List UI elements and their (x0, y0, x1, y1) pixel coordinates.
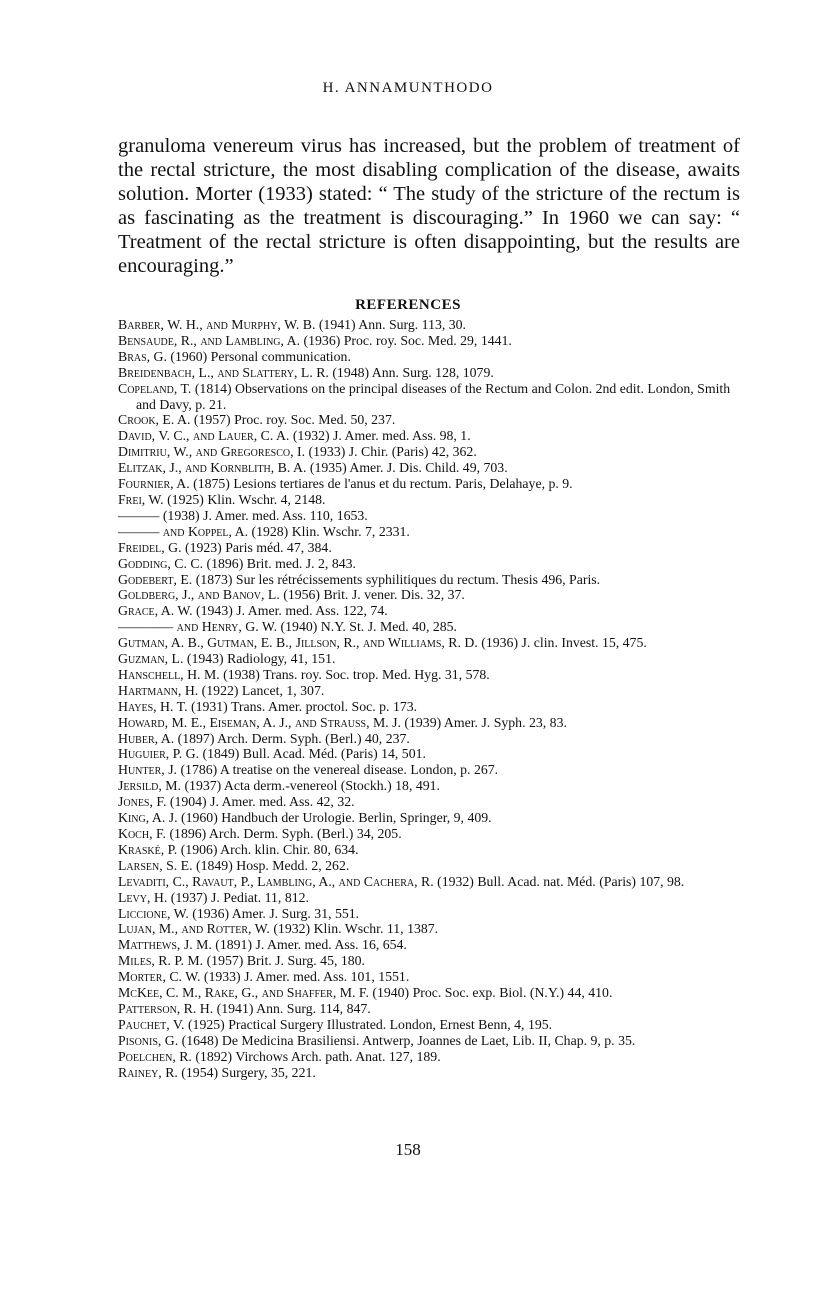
reference-author: Koch, F. (118, 826, 166, 841)
reference-details: (1943) J. Amer. med. Ass. 122, 74. (192, 603, 388, 619)
reference-item (118, 492, 740, 508)
reference-item (118, 428, 740, 444)
reference-author: Crook, E. A. (118, 412, 191, 428)
reference-item (118, 794, 740, 810)
reference-details: (1892) Virchows Arch. path. Anat. 127, 189. (191, 1048, 441, 1064)
reference-author: Pauchet, V. (118, 1016, 185, 1032)
reference-details: (1814) Observations on the principal diseases of the Rectum and Colon. 2nd edit. London, Smith and Davy, p. 21. (136, 380, 731, 412)
reference-details: (1931) Trans. Amer. proctol. Soc. p. 173. (187, 698, 418, 714)
reference-item (118, 699, 740, 715)
reference-details: (1937) Acta derm.-venereol (Stockh.) 18, 491. (181, 778, 441, 794)
reference-item (118, 365, 740, 381)
reference-item (118, 524, 740, 540)
reference-details: (1933) J. Chir. (Paris) 42, 362. (305, 444, 477, 460)
reference-details: (1904) J. Amer. med. Ass. 42, 32. (166, 794, 355, 810)
reference-details: (1937) J. Pediat. 11, 812. (167, 889, 309, 905)
references-list (118, 317, 740, 1081)
references-heading: REFERENCES (355, 297, 461, 313)
reference-author: Hunter, J. (118, 762, 178, 778)
reference-author: Dimitriu, W., and Gregoresco, I. (118, 444, 306, 460)
reference-author: Jersild, M. (118, 778, 181, 794)
reference-item (118, 476, 740, 492)
reference-details: (1960) Personal communication. (166, 348, 351, 364)
reference-author: Huber, A. (118, 730, 175, 746)
reference-item (118, 349, 740, 365)
reference-item (118, 572, 740, 588)
reference-details: (1954) Surgery, 35, 221. (177, 1064, 316, 1080)
reference-author: Liccione, W. (118, 905, 189, 921)
reference-item (118, 969, 740, 985)
reference-item (118, 1001, 740, 1017)
reference-details: (1932) J. Amer. med. Ass. 98, 1. (289, 428, 471, 444)
reference-item (118, 333, 740, 349)
running-header: H. ANNAMUNTHODO (322, 80, 494, 96)
reference-item (118, 746, 740, 762)
reference-item (118, 985, 740, 1001)
reference-details: (1938) J. Amer. med. Ass. 110, 1653. (159, 507, 368, 523)
reference-author: Matthews, J. M. (118, 937, 212, 953)
reference-author: Bensaude, R., and Lambling, A. (118, 332, 301, 348)
reference-item (118, 1033, 740, 1049)
reference-author: Howard, M. E., Eiseman, A. J., and Strauss, M. J. (118, 714, 401, 730)
reference-author: Lujan, M., and Rotter, W. (118, 921, 270, 937)
reference-author: Godding, C. C. (118, 555, 204, 571)
reference-details: (1896) Brit. med. J. 2, 843. (203, 555, 356, 571)
reference-details: (1957) Proc. roy. Soc. Med. 50, 237. (190, 412, 396, 428)
reference-details: (1941) Ann. Surg. 113, 30. (315, 317, 467, 332)
reference-author: ———— and Henry, G. W. (118, 619, 278, 635)
reference-details: (1849) Bull. Acad. Méd. (Paris) 14, 501. (199, 746, 426, 762)
reference-item (118, 540, 740, 556)
reference-details: (1896) Arch. Derm. Syph. (Berl.) 34, 205. (166, 826, 402, 841)
reference-details: (1925) Practical Surgery Illustrated. London, Ernest Benn, 4, 195. (184, 1016, 553, 1032)
reference-details: (1932) Klin. Wschr. 11, 1387. (269, 921, 439, 937)
reference-details: (1960) Handbuch der Urologie. Berlin, Springer, 9, 409. (177, 810, 492, 826)
reference-details: (1936) Proc. roy. Soc. Med. 29, 1441. (300, 332, 512, 348)
reference-author: Rainey, R. (118, 1064, 178, 1080)
reference-item (118, 556, 740, 572)
reference-item (118, 412, 740, 428)
reference-details: (1940) N.Y. St. J. Med. 40, 285. (277, 619, 457, 635)
reference-details: (1906) Arch. klin. Chir. 80, 634. (177, 841, 359, 857)
reference-item (118, 858, 740, 874)
reference-author: Hayes, H. T. (118, 698, 188, 714)
reference-author: Kraské, P. (118, 841, 178, 857)
reference-item (118, 1049, 740, 1065)
reference-details: (1941) Ann. Surg. 114, 847. (213, 1000, 371, 1016)
reference-details: (1933) J. Amer. med. Ass. 101, 1551. (200, 969, 410, 985)
reference-details: (1648) De Medicina Brasiliensi. Antwerp, Joannes de Laet, Lib. II, Chap. 9, p. 35. (178, 1032, 636, 1048)
reference-author: Gutman, A. B., Gutman, E. B., Jillson, R., and Williams, R. D. (118, 635, 478, 651)
reference-item (118, 587, 740, 603)
reference-details: (1943) Radiology, 41, 151. (183, 651, 336, 667)
reference-item (118, 603, 740, 619)
reference-item (118, 460, 740, 476)
page-number: 158 (395, 1140, 421, 1159)
reference-author: Morter, C. W. (118, 969, 201, 985)
reference-author: Larsen, S. E. (118, 857, 193, 873)
reference-author: King, A. J. (118, 810, 178, 826)
reference-details: (1956) Brit. J. vener. Dis. 32, 37. (279, 587, 465, 603)
reference-author: Huguier, P. G. (118, 746, 200, 762)
reference-item (118, 508, 740, 524)
reference-details: (1935) Amer. J. Dis. Child. 49, 703. (306, 460, 508, 476)
reference-author: Levaditi, C., Ravaut, P., Lambling, A., and Cachera, R. (118, 873, 434, 889)
reference-details: (1948) Ann. Surg. 128, 1079. (328, 364, 494, 380)
reference-item (118, 826, 740, 842)
reference-item (118, 667, 740, 683)
reference-item (118, 683, 740, 699)
reference-author: Grace, A. W. (118, 603, 193, 619)
reference-author: Guzman, L. (118, 651, 184, 667)
reference-author: Goldberg, J., and Banov, L. (118, 587, 280, 603)
reference-item (118, 731, 740, 747)
reference-item (118, 444, 740, 460)
reference-author: Levy, H. (118, 889, 168, 905)
reference-author: Hanschell, H. M. (118, 666, 220, 682)
reference-item (118, 906, 740, 922)
reference-details: (1932) Bull. Acad. nat. Méd. (Paris) 107, 98. (433, 873, 685, 889)
reference-details: (1786) A treatise on the venereal disease. London, p. 267. (177, 762, 499, 778)
reference-details: (1849) Hosp. Medd. 2, 262. (192, 857, 350, 873)
reference-author: McKee, C. M., Rake, G., and Shaffer, M. F. (118, 985, 369, 1001)
reference-author: Breidenbach, L., and Slattery, L. R. (118, 364, 329, 380)
reference-item (118, 842, 740, 858)
reference-author: Pisonis, G. (118, 1032, 179, 1048)
reference-author: Barber, W. H., and Murphy, W. B. (118, 317, 316, 332)
reference-details: (1938) Trans. roy. Soc. trop. Med. Hyg. 31, 578. (219, 666, 490, 682)
reference-author: Copeland, T. (118, 380, 192, 396)
reference-item (118, 715, 740, 731)
reference-details: (1897) Arch. Derm. Syph. (Berl.) 40, 237. (174, 730, 410, 746)
reference-item (118, 921, 740, 937)
reference-details: (1957) Brit. J. Surg. 45, 180. (203, 953, 366, 969)
reference-details: (1873) Sur les rétrécissements syphilitiques du rectum. Thesis 496, Paris. (192, 571, 601, 587)
reference-author: Poelchen, R. (118, 1048, 192, 1064)
reference-author: Fournier, A. (118, 476, 190, 492)
reference-item (118, 317, 740, 333)
reference-details: (1925) Klin. Wschr. 4, 2148. (163, 491, 326, 507)
reference-author: Godebert, E. (118, 571, 193, 587)
reference-author: ——— (118, 507, 160, 523)
reference-author: Frei, W. (118, 491, 164, 507)
reference-item (118, 874, 740, 890)
reference-item (118, 1065, 740, 1081)
reference-details: (1923) Paris méd. 47, 384. (181, 539, 332, 555)
reference-details: (1928) Klin. Wschr. 7, 2331. (248, 523, 410, 539)
reference-item (118, 381, 740, 413)
reference-item (118, 651, 740, 667)
reference-item (118, 635, 740, 651)
reference-author: Elitzak, J., and Kornblith, B. A. (118, 460, 307, 476)
reference-author: Miles, R. P. M. (118, 953, 204, 969)
reference-details: (1891) J. Amer. med. Ass. 16, 654. (211, 937, 407, 953)
reference-details: (1875) Lesions tertiares de l'anus et du rectum. Paris, Delahaye, p. 9. (189, 476, 573, 492)
reference-details: (1922) Lancet, 1, 307. (198, 682, 325, 698)
reference-author: Hartmann, H. (118, 682, 199, 698)
reference-details: (1936) J. clin. Invest. 15, 475. (477, 635, 647, 651)
reference-item (118, 619, 740, 635)
reference-item (118, 762, 740, 778)
reference-details: (1940) Proc. Soc. exp. Biol. (N.Y.) 44, 410. (368, 985, 613, 1001)
reference-author: David, V. C., and Lauer, C. A. (118, 428, 290, 444)
reference-item (118, 890, 740, 906)
reference-details: (1936) Amer. J. Surg. 31, 551. (188, 905, 360, 921)
reference-details: (1939) Amer. J. Syph. 23, 83. (400, 714, 567, 730)
reference-item (118, 937, 740, 953)
reference-author: Patterson, R. H. (118, 1000, 214, 1016)
reference-author: Jones, F. (118, 794, 167, 810)
reference-item (118, 810, 740, 826)
reference-author: Freidel, G. (118, 539, 182, 555)
reference-item (118, 953, 740, 969)
reference-item (118, 1017, 740, 1033)
body-paragraph: granuloma venereum virus has increased, but the problem of treatment of the rectal stricture, the most disabling complication of the disease, awaits solution. Morter (1933) stated: “ The study of the stricture of the rectum is as fascinating as the treatment is discouraging.” In 1960 we can say: “ Treatment of the rectal stricture is often disappointing, but the results are encouraging.” (118, 135, 740, 277)
reference-item (118, 778, 740, 794)
reference-author: Bras, G. (118, 348, 167, 364)
reference-author: ——— and Koppel, A. (118, 523, 249, 539)
